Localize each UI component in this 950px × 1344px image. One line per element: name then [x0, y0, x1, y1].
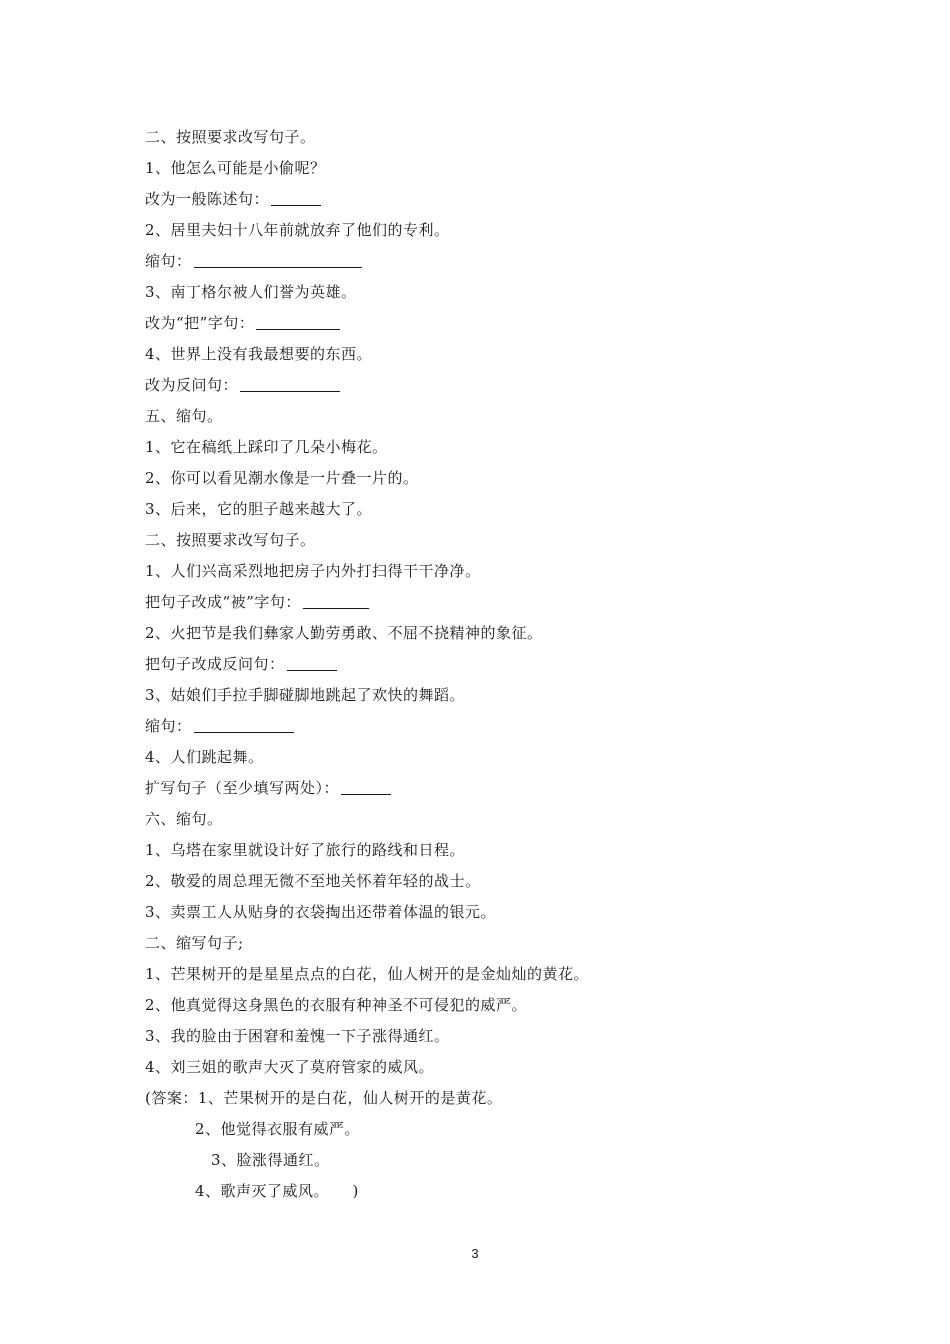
section-heading: 二、按照要求改写句子。	[145, 531, 316, 549]
answer-key-line: 2、他觉得衣服有威严。	[195, 1120, 361, 1138]
page-number: 3	[471, 1246, 479, 1261]
section-heading: 二、按照要求改写句子。	[145, 128, 316, 146]
answer-prompt	[145, 370, 845, 401]
section-heading: 二、缩写句子;	[145, 934, 244, 952]
answer-prompt	[145, 649, 845, 680]
document-body	[145, 122, 845, 1207]
answer-prompt	[145, 184, 845, 215]
question-text: 1、芒果树开的是星星点点的白花，仙人树开的是金灿灿的黄花。	[145, 965, 590, 983]
question-text: 1、他怎么可能是小偷呢？	[145, 159, 326, 177]
answer-key-line: 3、脸涨得通红。	[211, 1151, 330, 1169]
answer-blank[interactable]	[271, 187, 321, 206]
question-text: 1、它在稿纸上踩印了几朵小梅花。	[145, 438, 388, 456]
answer-prompt	[145, 773, 845, 804]
answer-blank[interactable]	[287, 652, 337, 671]
answer-key-line: 4、歌声灭了威风。 )	[195, 1182, 359, 1200]
question-text: 1、乌塔在家里就设计好了旅行的路线和日程。	[145, 841, 466, 859]
prompt-label: 扩写句子（至少填写两处）：	[145, 779, 340, 797]
prompt-label: 缩句：	[145, 252, 192, 270]
answer-prompt	[145, 246, 845, 277]
answer-blank[interactable]	[194, 714, 294, 733]
answer-blank[interactable]	[194, 249, 362, 268]
question-text: 4、世界上没有我最想要的东西。	[145, 345, 373, 363]
answer-prompt	[145, 711, 845, 742]
section-heading: 六、缩句。	[145, 810, 223, 828]
question-text: 2、他真觉得这身黑色的衣服有种神圣不可侵犯的威严。	[145, 996, 528, 1014]
answer-blank[interactable]	[240, 373, 340, 392]
question-text: 3、南丁格尔被人们誉为英雄。	[145, 283, 357, 301]
prompt-label: 改为“把”字句：	[145, 314, 255, 332]
question-text: 2、居里夫妇十八年前就放弃了他们的专利。	[145, 221, 450, 239]
answer-key-line: (答案：1、芒果树开的是白花，仙人树开的是黄花。	[145, 1089, 503, 1107]
prompt-label: 缩句：	[145, 717, 192, 735]
question-text: 3、姑娘们手拉手脚碰脚地跳起了欢快的舞蹈。	[145, 686, 466, 704]
answer-prompt	[145, 587, 845, 618]
question-text: 2、你可以看见潮水像是一片叠一片的。	[145, 469, 419, 487]
answer-prompt	[145, 308, 845, 339]
question-text: 3、后来，它的胆子越来越大了。	[145, 500, 373, 518]
answer-blank[interactable]	[256, 311, 340, 330]
section-heading: 五、缩句。	[145, 407, 223, 425]
question-text: 3、我的脸由于困窘和羞愧一下子涨得通红。	[145, 1027, 450, 1045]
answer-blank[interactable]	[303, 590, 369, 609]
question-text: 2、敬爱的周总理无微不至地关怀着年轻的战士。	[145, 872, 481, 890]
prompt-label: 把句子改成反问句：	[145, 655, 285, 673]
answer-blank[interactable]	[341, 776, 391, 795]
prompt-label: 把句子改成“被”字句：	[145, 593, 301, 611]
prompt-label: 改为一般陈述句：	[145, 190, 270, 208]
prompt-label: 改为反问句：	[145, 376, 239, 394]
question-text: 3、卖票工人从贴身的衣袋掏出还带着体温的银元。	[145, 903, 497, 921]
question-text: 2、火把节是我们彝家人勤劳勇敢、不屈不挠精神的象征。	[145, 624, 543, 642]
question-text: 1、人们兴高采烈地把房子内外打扫得干干净净。	[145, 562, 481, 580]
question-text: 4、人们跳起舞。	[145, 748, 264, 766]
question-text: 4、刘三姐的歌声大灭了莫府管家的威风。	[145, 1058, 435, 1076]
